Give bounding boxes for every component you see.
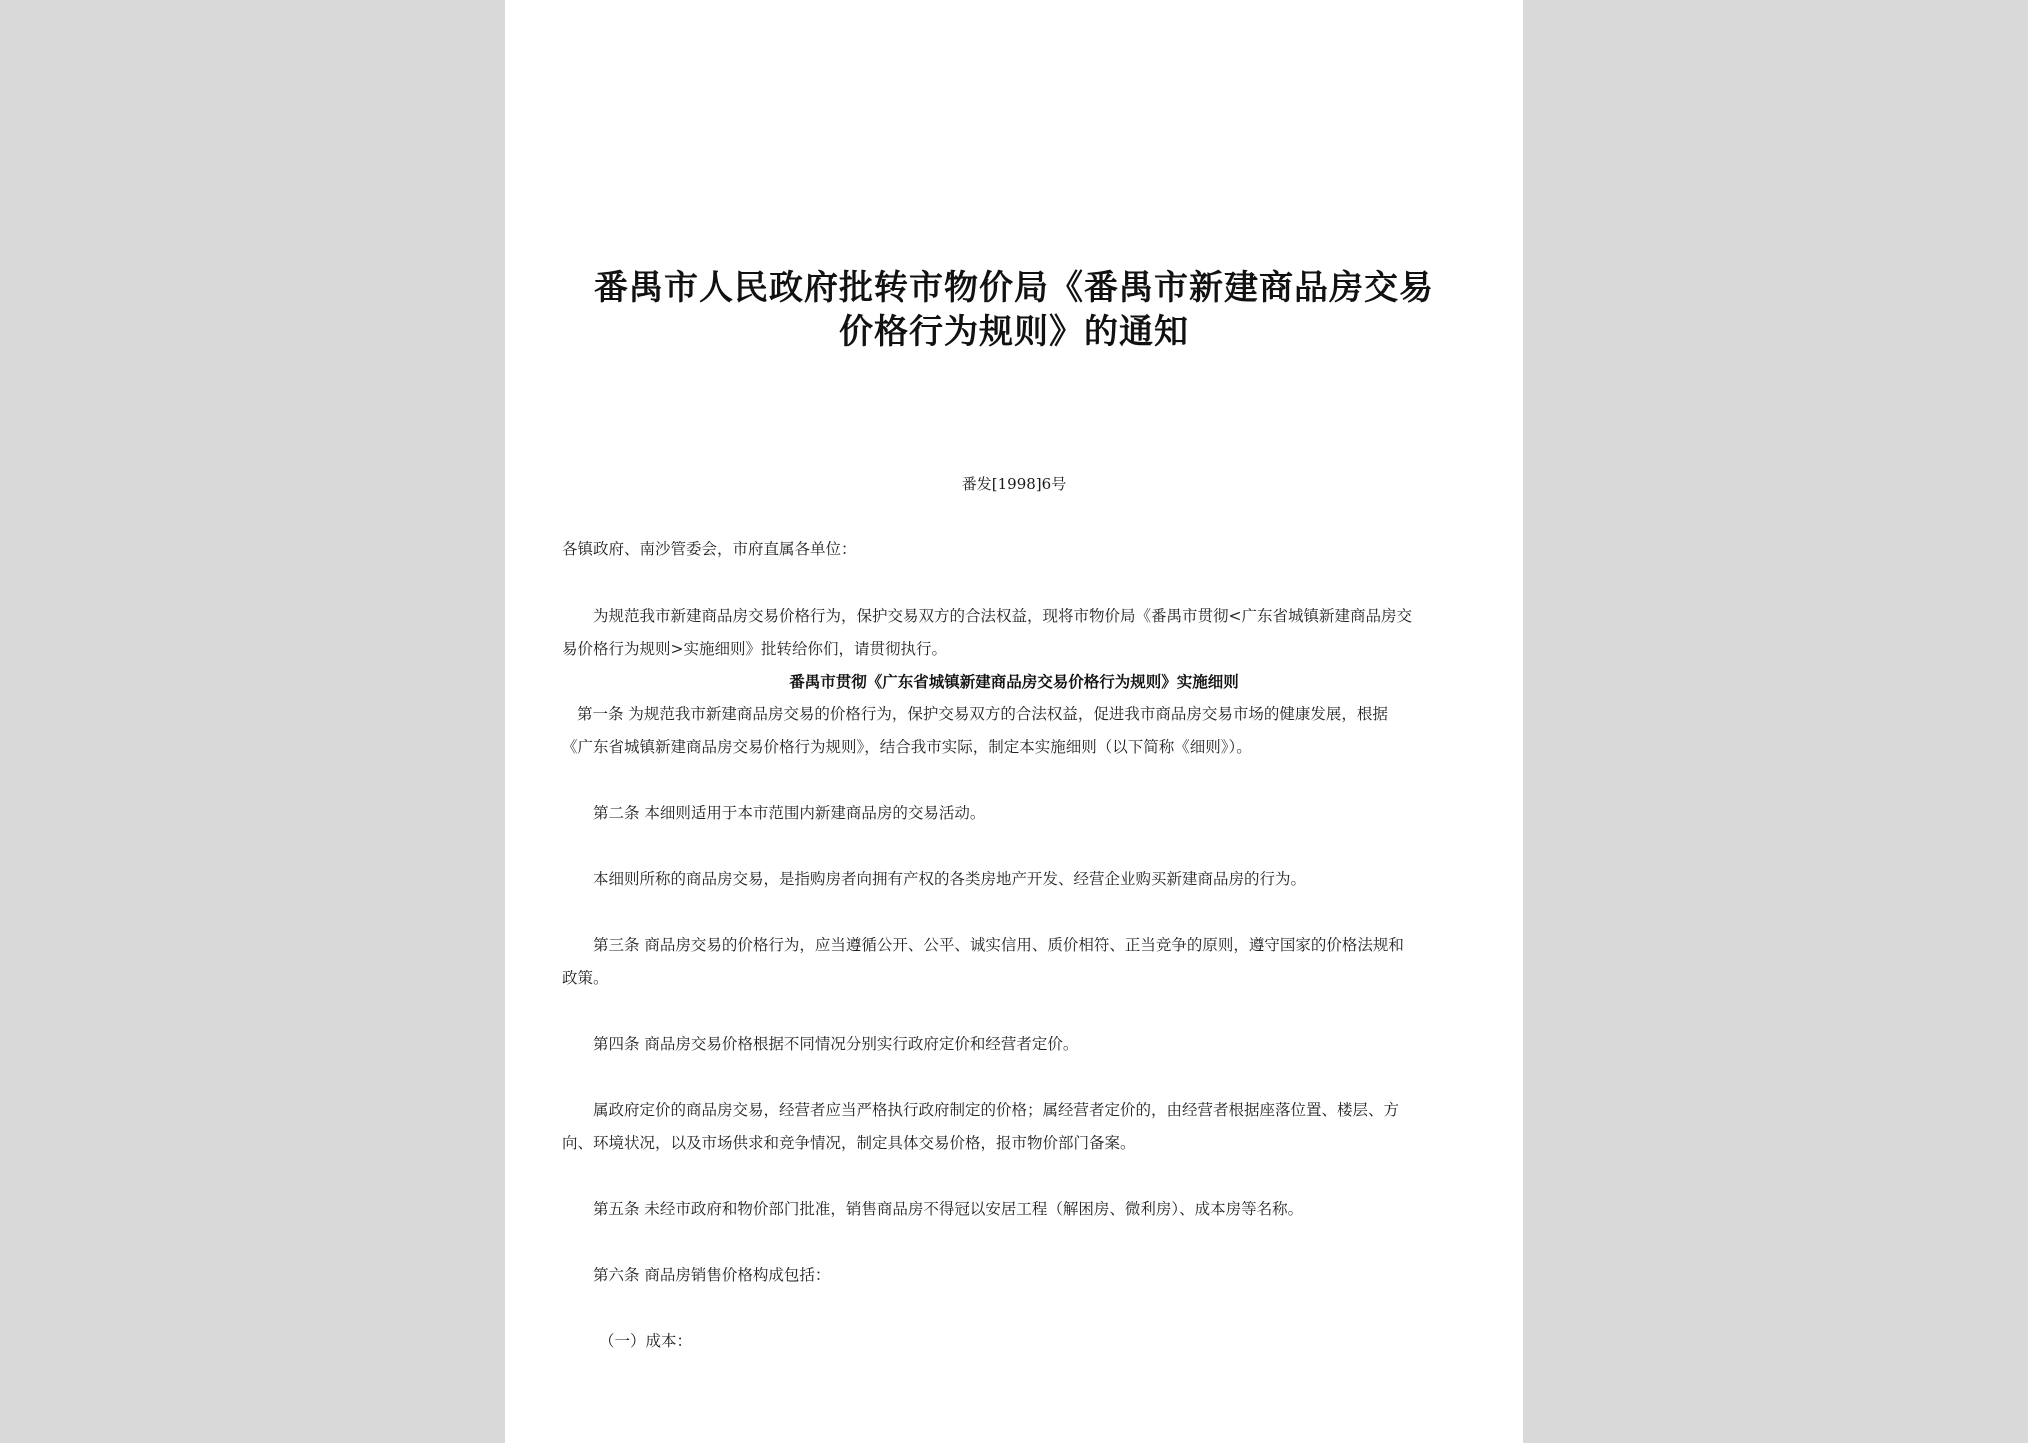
intro-paragraph-line1: 为规范我市新建商品房交易价格行为，保护交易双方的合法权益，现将市物价局《番禺市贯彻<广东省城镇新建商品房交 — [593, 607, 1412, 625]
document-number: 番发[1998]6号 — [961, 475, 1067, 493]
article4-sub-line1: 属政府定价的商品房交易，经营者应当严格执行政府制定的价格；属经营者定价的，由经营者根据座落位置、楼层、方 — [593, 1101, 1400, 1119]
article3-line1: 第三条 商品房交易的价格行为，应当遵循公开、公平、诚实信用、质价相符、正当竞争的原则，遵守国家的价格法规和 — [593, 936, 1404, 954]
article4-sub-line2: 向、环境状况，以及市场供求和竞争情况，制定具体交易价格，报市物价部门备案。 — [562, 1134, 1136, 1152]
article1-line1: 第一条 为规范我市新建商品房交易的价格行为，保护交易双方的合法权益，促进我市商品房交易市场的健康发展，根据 — [577, 705, 1388, 723]
article4: 第四条 商品房交易价格根据不同情况分别实行政府定价和经营者定价。 — [593, 1035, 1079, 1053]
rules-title: 番禺市贯彻《广东省城镇新建商品房交易价格行为规则》实施细则 — [789, 672, 1239, 691]
article3-line2: 政策。 — [562, 969, 609, 987]
addressee: 各镇政府、南沙管委会，市府直属各单位： — [562, 540, 857, 558]
article6: 第六条 商品房销售价格构成包括： — [593, 1266, 831, 1284]
article1-line2: 《广东省城镇新建商品房交易价格行为规则》，结合我市实际，制定本实施细则（以下简称《细则》）。 — [562, 738, 1252, 756]
document-title-line1: 番禺市人民政府批转市物价局《番禺市新建商品房交易 — [594, 268, 1434, 308]
intro-paragraph-line2: 易价格行为规则>实施细则》批转给你们，请贯彻执行。 — [562, 640, 947, 658]
article6-item1: （一）成本： — [599, 1332, 693, 1350]
document-title-line2: 价格行为规则》的通知 — [839, 312, 1189, 352]
article2-sub: 本细则所称的商品房交易，是指购房者向拥有产权的各类房地产开发、经营企业购买新建商品房的行为。 — [593, 870, 1307, 888]
document-page — [505, 0, 1523, 1443]
article5: 第五条 未经市政府和物价部门批准，销售商品房不得冠以安居工程（解困房、微利房）、成本房等名称。 — [593, 1200, 1304, 1218]
article2: 第二条 本细则适用于本市范围内新建商品房的交易活动。 — [593, 804, 986, 822]
